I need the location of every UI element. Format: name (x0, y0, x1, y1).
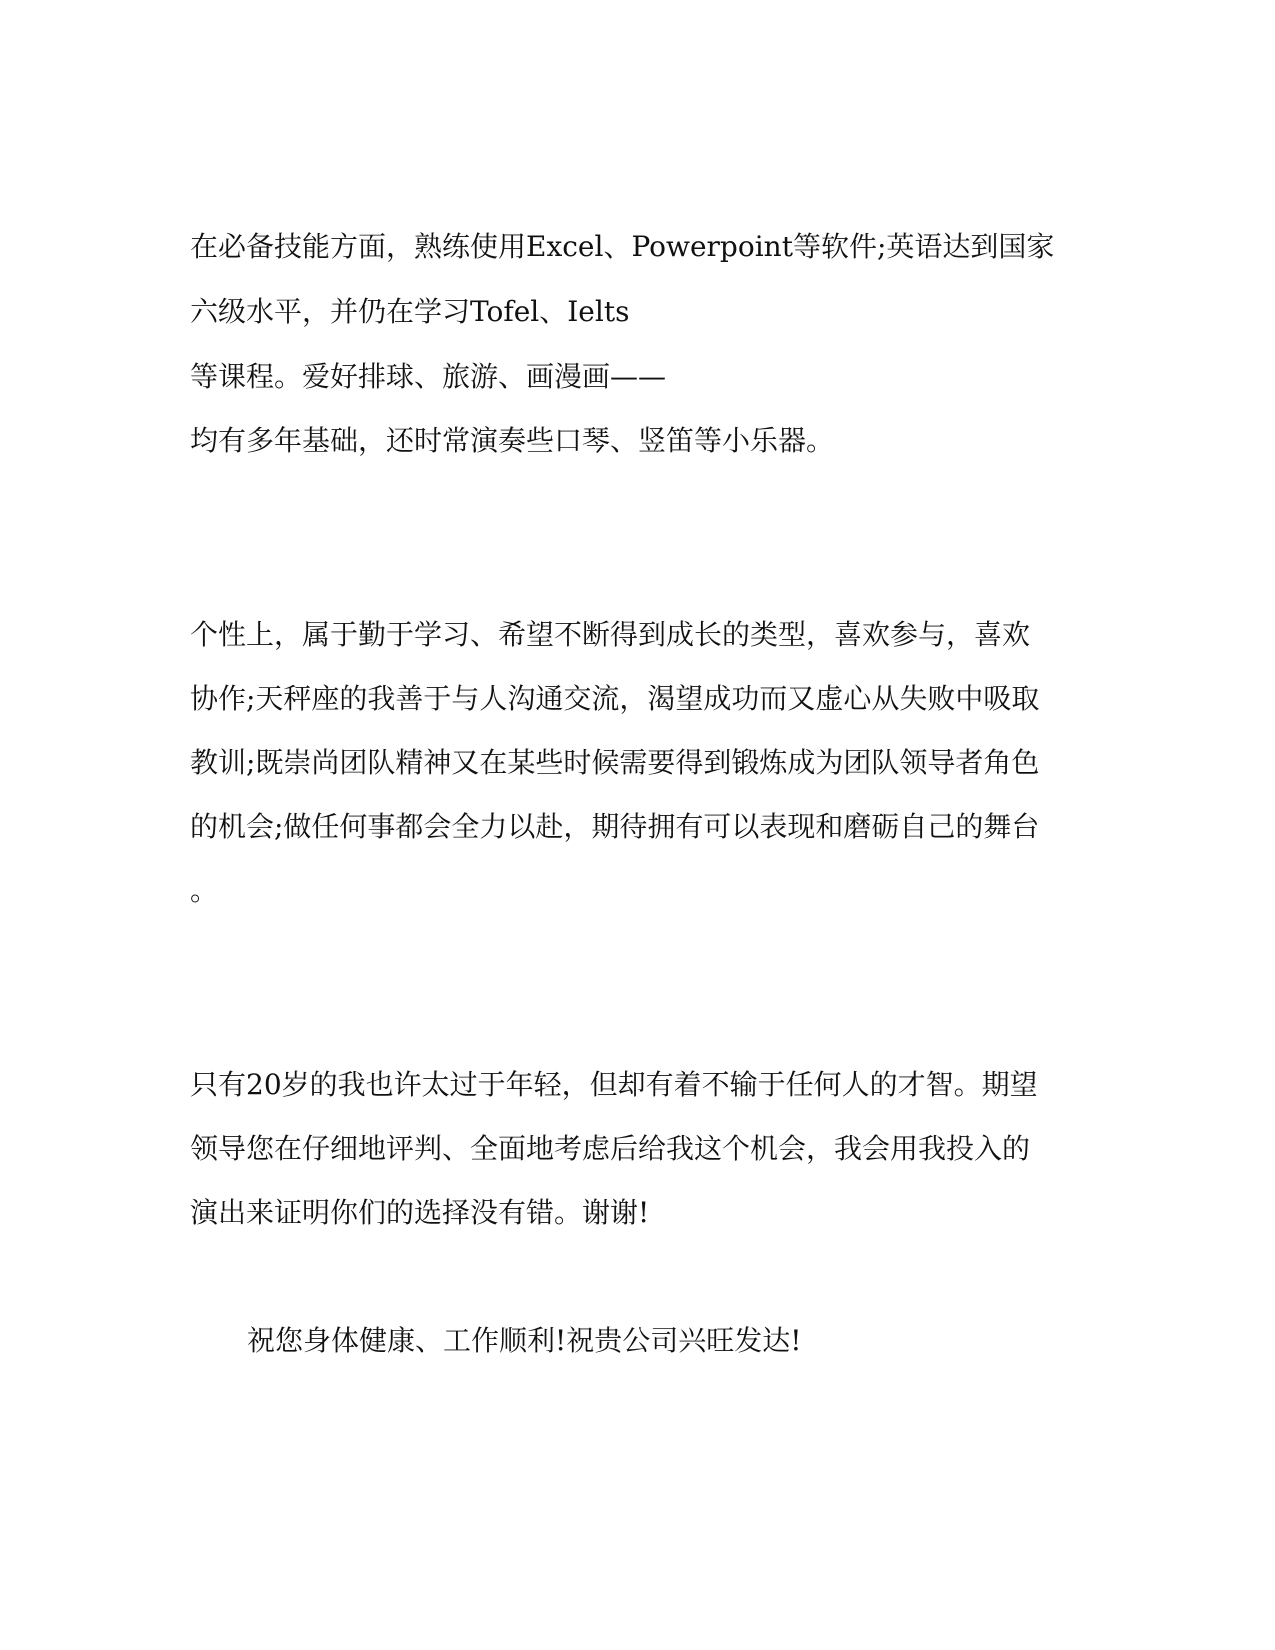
paragraph-1-line-2: 六级水平，并仍在学习Tofel、Ielts (190, 295, 630, 328)
paragraph-1-line-1: 在必备技能方面，熟练使用Excel、Powerpoint等软件;英语达到国家 (190, 230, 1055, 263)
paragraph-3-line-3: 演出来证明你们的选择没有错。谢谢! (190, 1196, 650, 1229)
paragraph-3-line-2: 领导您在仔细地评判、全面地考虑后给我这个机会，我会用我投入的 (190, 1132, 1031, 1165)
paragraph-3-line-1: 只有20岁的我也许太过于年轻，但却有着不输于任何人的才智。期望 (190, 1068, 1038, 1101)
paragraph-2-line-1: 个性上，属于勤于学习、希望不断得到成长的类型，喜欢参与，喜欢 (190, 618, 1031, 651)
paragraph-2-line-5: 。 (190, 874, 219, 907)
paragraph-2-line-3: 教训;既崇尚团队精神又在某些时候需要得到锻炼成为团队领导者角色 (190, 746, 1040, 779)
paragraph-2-line-4: 的机会;做任何事都会全力以赴，期待拥有可以表现和磨砺自己的舞台 (190, 810, 1040, 843)
paragraph-1-line-3: 等课程。爱好排球、旅游、画漫画—— (190, 360, 667, 393)
closing-line: 祝您身体健康、工作顺利!祝贵公司兴旺发达! (247, 1324, 802, 1357)
paragraph-2-line-2: 协作;天秤座的我善于与人沟通交流，渴望成功而又虚心从失败中吸取 (190, 682, 1040, 715)
paragraph-1-line-4: 均有多年基础，还时常演奏些口琴、竖笛等小乐器。 (190, 424, 835, 457)
